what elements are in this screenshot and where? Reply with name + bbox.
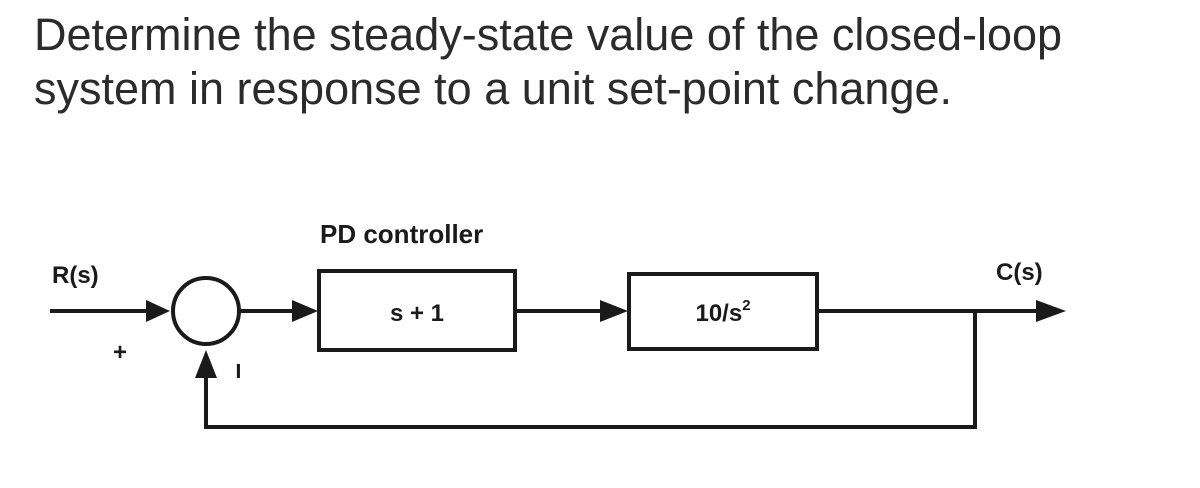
input-arrowhead [146,300,170,322]
controller-arrowhead [292,300,318,322]
minus-sign: − [223,362,254,380]
input-label: R(s) [52,262,99,289]
plus-sign: + [112,339,128,366]
feedback-arrowhead [195,350,217,378]
controller-transfer-function: s + 1 [389,300,445,327]
plant-tf-exponent: 2 [742,297,751,314]
question-line-1: Determine the steady-state value of the closed-loop [34,9,1063,60]
plant-arrowhead [600,300,628,322]
plant-tf-base: 10/s [695,300,743,327]
output-arrowhead [1036,300,1066,322]
output-label: C(s) [996,259,1043,286]
controller-caption: PD controller [320,219,484,249]
summing-junction [173,278,239,344]
question-line-2: system in response to a unit set-point change. [34,63,953,114]
